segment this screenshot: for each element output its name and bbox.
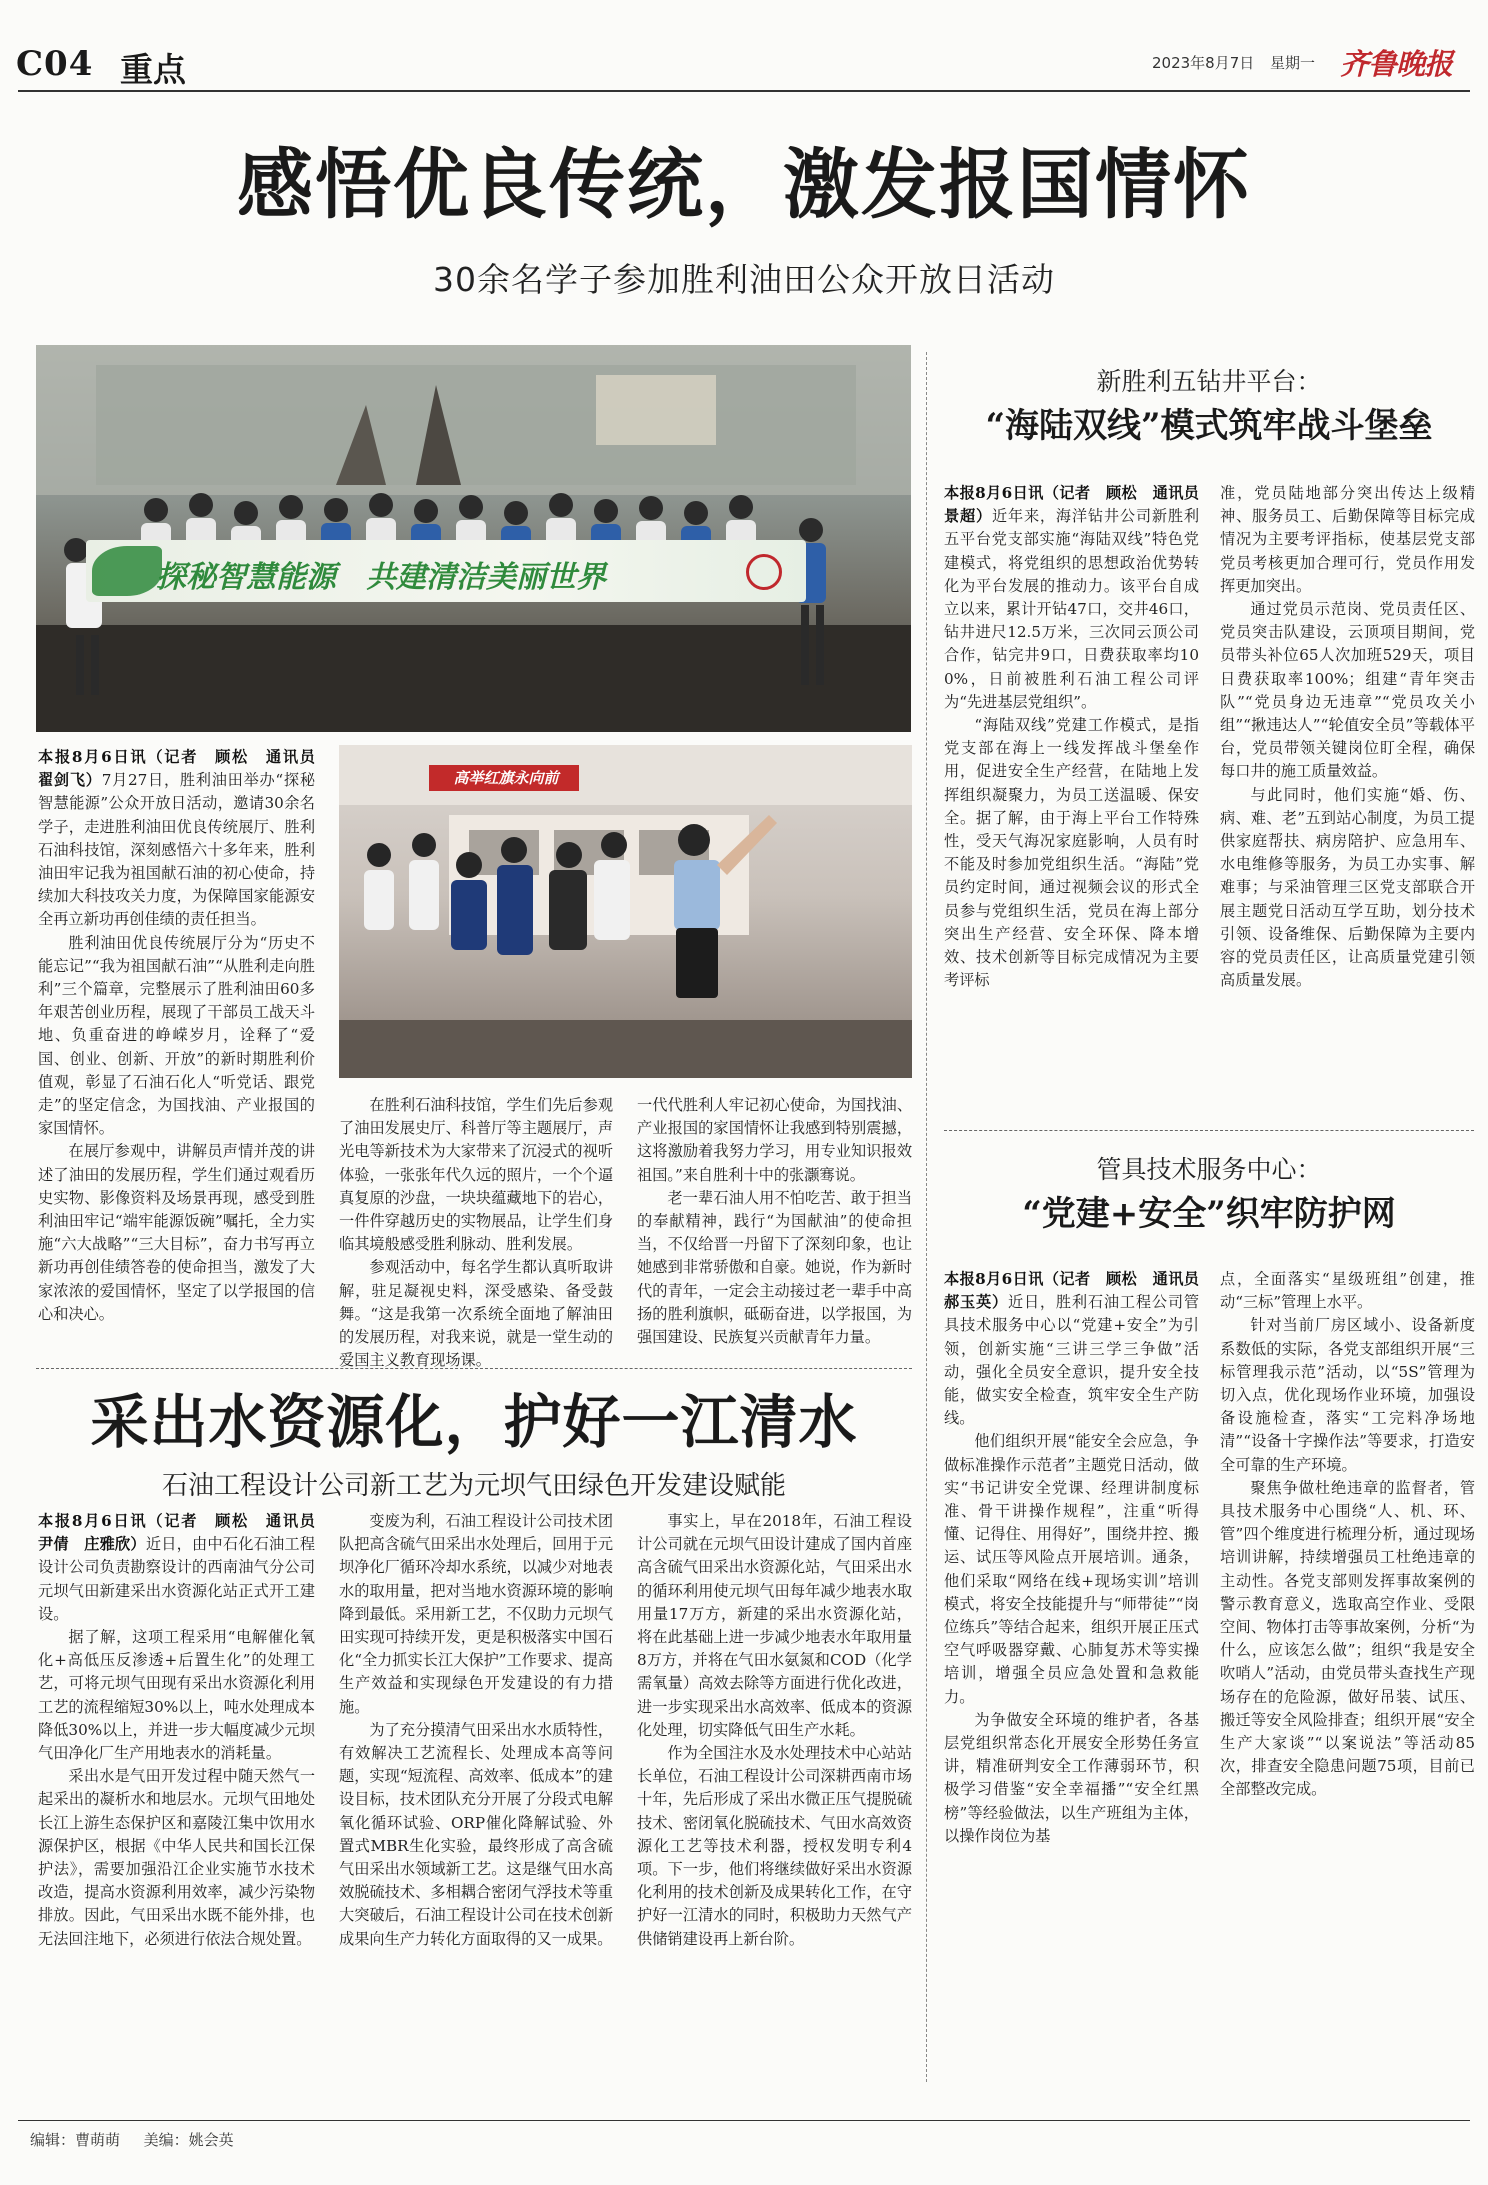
story4-headline: 采出水资源化，护好一江清水: [90, 1388, 858, 1456]
story1-headline: 感悟优良传统，激发报国情怀: [237, 140, 1251, 229]
story4-paragraph: 据了解，这项工程采用“电解催化氧化+高低压反渗透+后置生化”的处理工艺，可将元坝气田现有采出水资源化利用工艺的流程缩短30%以上，吨水处理成本降低30%以上，并进一步大幅度减少元坝气田净化厂生产用地表水的消耗量。: [38, 1628, 315, 1763]
story1-paragraph: 一代代胜利人牢记初心使命，为国找油、产业报国的家国情怀让我感到特别震撼，这将激励着我努力学习，用专业知识报效祖国。”来自胜利十中的张灏骞说。: [637, 1096, 912, 1184]
story1-paragraph: 老一辈石油人用不怕吃苦、敢于担当的奉献精神，践行“为国献油”的使命担当，不仅给晋一丹留下了深刻印象，也让她感到非常骄傲和自豪。她说，作为新时代的青年，一定会主动接过老一辈手中高扬的胜利旗帜，砥砺奋进，以学报国，为强国建设、民族复兴贡献青年力量。: [637, 1188, 912, 1347]
photo-guide-explaining: [339, 745, 912, 1078]
sinopec-logo-icon: [746, 554, 782, 590]
story1-paragraph: 在展厅参观中，讲解员声情并茂的讲述了油田的发展历程，学生们通过观看历史实物、影像资料及场景再现，感受到胜利油田牢记“端牢能源饭碗”嘱托，全力实施“六大战略”“三大目标”，奋力书写再立新功再创佳绩答卷的使命担当，激发了大家浓浓的爱国情怀，坚定了以学报国的信心和决心。: [38, 1142, 315, 1323]
story4-column-1: [38, 1510, 331, 2076]
story3-byline: 本报8月6日讯（记者 顾松 通讯员 郝玉英）近日，胜利石油工程公司管具技术服务中心以“党建+安全”为引领，创新实施“三讲三学三争做”活动，强化全员安全意识，提升安全技能，做实安全检查，筑牢安全生产防线。: [944, 1270, 1215, 1428]
story4-top-divider: [36, 1368, 912, 1369]
story4-subhead: 石油工程设计公司新工艺为元坝气田绿色开发建设赋能: [161, 1471, 786, 1501]
story2-paragraph: 与此同时，他们实施“婚、伤、病、难、老”五到站心制度，为员工提供家庭帮扶、病房陪护、应急用车、水电维修等服务，为员工办实事、解难事；与采油管理三区党支部联合开展主题党日活动互学互助，划分技术引领、设备维保、后勤保障为主要内容的党员责任区，让高质量党建引领高质量发展。: [1220, 785, 1475, 990]
story1-paragraph: 参观活动中，每名学生都认真听取讲解，驻足凝视史料，深受感染、备受鼓舞。“这是我第一次系统全面地了解油田的发展历程，对我来说，就是一堂生动的爱国主义教育现场课。: [339, 1258, 613, 1370]
footer-rule: [18, 2120, 1470, 2121]
photo1-banner-text: 探秘智慧能源 共建清洁美丽世界: [156, 560, 606, 595]
story1-column-2: [339, 1094, 613, 1370]
story4-paragraph: 为了充分摸清气田采出水水质特性，有效解决工艺流程长、处理成本高等问题，实现“短流程、高效率、低成本”的建设目标，技术团队充分开展了分段式电解氧化循环试验、ORP催化降解试验、外置式MBR生化实验，最终形成了高含硫气田采出水领域新工艺。这是继气田水高效脱硫技术、多相耦合密闭气浮技术等重大突破后，石油工程设计公司在技术创新成果向生产力转化方面取得的又一成果。: [339, 1720, 613, 1948]
story3-paragraph: 为争做安全环境的维护者，各基层党组织常态化开展安全形势任务宣讲，精准研判安全工作薄弱环节，积极学习借鉴“安全幸福播”“安全红黑榜”等经验做法，以生产班组为主体，以操作岗位为基: [944, 1710, 1199, 1845]
photo1-illustration: [36, 345, 911, 732]
story4-column-3: [637, 1510, 912, 2076]
story1-byline: 本报8月6日讯（记者 顾松 通讯员 翟剑飞）7月27日，胜利油田举办“探秘智慧能源”公众开放日活动，邀请30余名学子，走进胜利油田优良传统展厅、胜利石油科技馆，深刻感悟六十多年来，胜利油田牢记我为祖国献石油的初心使命，持续加大科技攻关力度，为保障国家能源安全再立新功再创佳绩的责任担当。: [38, 748, 331, 929]
editor-name: 曹萌萌: [75, 2131, 121, 2149]
story2-paragraph: 准，党员陆地部分突出传达上级精神、服务员工、后勤保障等目标完成情况为主要考评指标，使基层党支部党员考核更加合理可行，党员作用发挥更加突出。: [1220, 484, 1475, 595]
story4-paragraph: 作为全国注水及水处理技术中心站站长单位，石油工程设计公司深耕西南市场十年，先后形成了采出水微正压气提脱硫技术、密闭氧化脱硫技术、气田水高效资源化工艺等技术利器，授权发明专利4项。下一步，他们将继续做好采出水资源化利用的技术创新及成果转化工作，在守护好一江清水的同时，积极助力天然气产供储销建设再上新台阶。: [637, 1744, 912, 1948]
photo-students-group: [36, 345, 911, 732]
story3-paragraph: 针对当前厂房区域小、设备新度系数低的实际，各党支部组织开展“三标管理我示范”活动，以“5S”管理为切入点，优化现场作业环境，加强设备设施检查，落实“工完料净场地清”“设备十字操作法”等要求，打造安全可靠的生产环境。: [1220, 1316, 1475, 1474]
photo2-banner-text: 高举红旗永向前: [453, 769, 559, 787]
section-divider: [944, 1130, 1474, 1131]
header-rule: [18, 90, 1470, 92]
story4-paragraph: 变废为利，石油工程设计公司技术团队把高含硫气田采出水处理后，回用于元坝净化厂循环冷却水系统，以减少对地表水的取用量，把对当地水资源环境的影响降到最低。采用新工艺，不仅助力元坝气田实现可持续开发，更是积极落实中国石化“全力抓实长江大保护”工作要求、提高生产效益和实现绿色开发建设的有力措施。: [339, 1512, 613, 1716]
photo2-illustration: [339, 745, 912, 1078]
story1-paragraph: 胜利油田优良传统展厅分为“历史不能忘记”“我为祖国献石油”“从胜利走向胜利”三个篇章，完整展示了胜利油田60多年艰苦创业历程，展现了干部员工战天斗地、负重奋进的峥嵘岁月，诠释了“爱国、创业、创新、开放”的新时期胜利价值观，彰显了石油石化人“听党话、跟党走”的坚定信念，为国找油、产业报国的家国情怀。: [38, 933, 315, 1138]
story3-paragraph: 点，全面落实“星级班组”创建，推动“三标”管理上水平。: [1220, 1270, 1475, 1312]
story2-headline: “海陆双线”模式筑牢战斗堡垒: [985, 406, 1433, 446]
designer-name: 姚会英: [188, 2131, 234, 2149]
story3-paragraph: 他们组织开展“能安全会应急，争做标准操作示范者”主题党日活动，做实“书记讲安全党课、经理讲制度标准、骨干讲操作规程”，注重“听得懂、记得住、用得好”，围绕井控、搬运、试压等风险点开展培训。通条，他们采取“网络在线+现场实训”培训模式，将安全技能提升与“师带徒”“岗位练兵”等结合起来，组织开展正压式空气呼吸器穿戴、心肺复苏术等实操培训，增强全员应急处置和急救能力。: [944, 1432, 1199, 1706]
photo1-banner: [86, 540, 806, 602]
story4-paragraph: 事实上，早在2018年，石油工程设计公司就在元坝气田设计建成了国内首座高含硫气田采出水资源化站，气田采出水的循环利用使元坝气田每年减少地表水取用量17万方，新建的采出水资源化站，将在此基础上进一步减少地表水年取用量8万方，并将在气田水氨氮和COD（化学需氧量）高效去除等方面进行优化改进，进一步实现采出水高效率、低成本的资源化处理，切实降低气田生产水耗。: [637, 1512, 912, 1739]
story4-byline: 本报8月6日讯（记者 顾松 通讯员 尹倩 庄雅欣）近日，由中石化石油工程设计公司负责勘察设计的西南油气分公司元坝气田新建采出水资源化站正式开工建设。: [38, 1512, 331, 1623]
editor-label: 编辑：: [30, 2131, 76, 2149]
story2-kicker: 新胜利五钻井平台：: [1096, 367, 1322, 396]
story2-column-2: [1220, 482, 1475, 1112]
masthead-logo: 齐鲁晚报: [1340, 47, 1453, 81]
section-label: 重点: [120, 50, 186, 89]
story2-paragraph: “海陆双线”党建工作模式，是指党支部在海上一线发挥战斗堡垒作用，促进安全生产经营，在陆地上发挥组织凝聚力，为员工送温暖、保安全。据了解，由于海上平台工作特殊性，受天气海况家庭影响，人员有时不能及时参加党组织生活。“海陆”党员约定时间，通过视频会议的形式全员参与党组织生活，党员在海上部分突出生产经营、安全环保、降本增效、技术创新等目标完成情况为主要考评标: [944, 716, 1199, 990]
story2-column-1: [944, 482, 1215, 1112]
story1-subhead: 30余名学子参加胜利油田公众开放日活动: [433, 260, 1055, 299]
story1-column-1: [38, 746, 331, 1352]
story3-kicker: 管具技术服务中心：: [1096, 1155, 1322, 1184]
story4-paragraph: 采出水是气田开发过程中随天然气一起采出的凝析水和地层水。元坝气田地处长江上游生态保护区和嘉陵江集中饮用水源保护区，根据《中华人民共和国长江保护法》，需要加强沿江企业实施节水技术改造，提高水资源利用效率，减少污染物排放。因此，气田采出水既不能外排，也无法回注地下，必须进行依法合规处置。: [38, 1767, 315, 1948]
column-divider: [926, 352, 927, 2082]
story3-column-2: [1220, 1268, 1475, 2078]
page-number: C04: [16, 44, 94, 84]
designer-label: 美编：: [143, 2131, 189, 2149]
banner-leaf-icon: [92, 546, 162, 596]
story1-paragraph: 在胜利石油科技馆，学生们先后参观了油田发展史厅、科普厅等主题展厅，声光电等新技术为大家带来了沉浸式的视听体验，一张张年代久远的照片，一个个逼真复原的沙盘，一块块蕴藏地下的岩心，一件件穿越历史的实物展品，让学生们身临其境般感受胜利脉动、胜利发展。: [339, 1096, 613, 1254]
story2-byline: 本报8月6日讯（记者 顾松 通讯员 景超）近年来，海洋钻井公司新胜利五平台党支部实施“海陆双线”特色党建模式，将党组织的思想政治优势转化为平台发展的推动力。该平台自成立以来，累计开钻47口，交井46口，钻井进尺12.5万米，三次同云顶公司合作，钻完井9口，日费获取率均100%，日前被胜利石油工程公司评为“先进基层党组织”。: [944, 484, 1215, 711]
story4-column-2: [339, 1510, 613, 2076]
footer-credits: [30, 2129, 234, 2150]
story3-paragraph: 聚焦争做杜绝违章的监督者，管具技术服务中心围绕“人、机、环、管”四个维度进行梳理分析，通过现场培训讲解，持续增强员工杜绝违章的主动性。各党支部则发挥事故案例的警示教育意义，选取高空作业、受限空间、物体打击等事故案例，分析“为什么，应该怎么做”；组织“我是安全吹哨人”活动，由党员带头查找生产现场存在的危险源，做好吊装、试压、搬迁等安全风险排查；组织开展“安全生产大家谈”“以案说法”等活动85次，排查安全隐患问题75项，目前已全部整改完成。: [1220, 1478, 1475, 1799]
issue-weekday: 星期一: [1270, 54, 1316, 72]
story2-paragraph: 通过党员示范岗、党员责任区、党员突击队建设，云顶项目期间，党员带头补位65人次加班529天，项目日费获取率100%；组建“青年突击队”“党员身边无违章”“党员攻关小组”“揪违达人”“轮值安全员”等载体平台，党员带领关键岗位盯全程，确保每口井的施工质量效益。: [1220, 600, 1475, 781]
issue-date: 2023年8月7日: [1152, 54, 1255, 72]
story3-headline: “党建+安全”织牢防护网: [1022, 1194, 1396, 1234]
story1-column-3: [637, 1094, 912, 1352]
story3-column-1: [944, 1268, 1215, 2078]
